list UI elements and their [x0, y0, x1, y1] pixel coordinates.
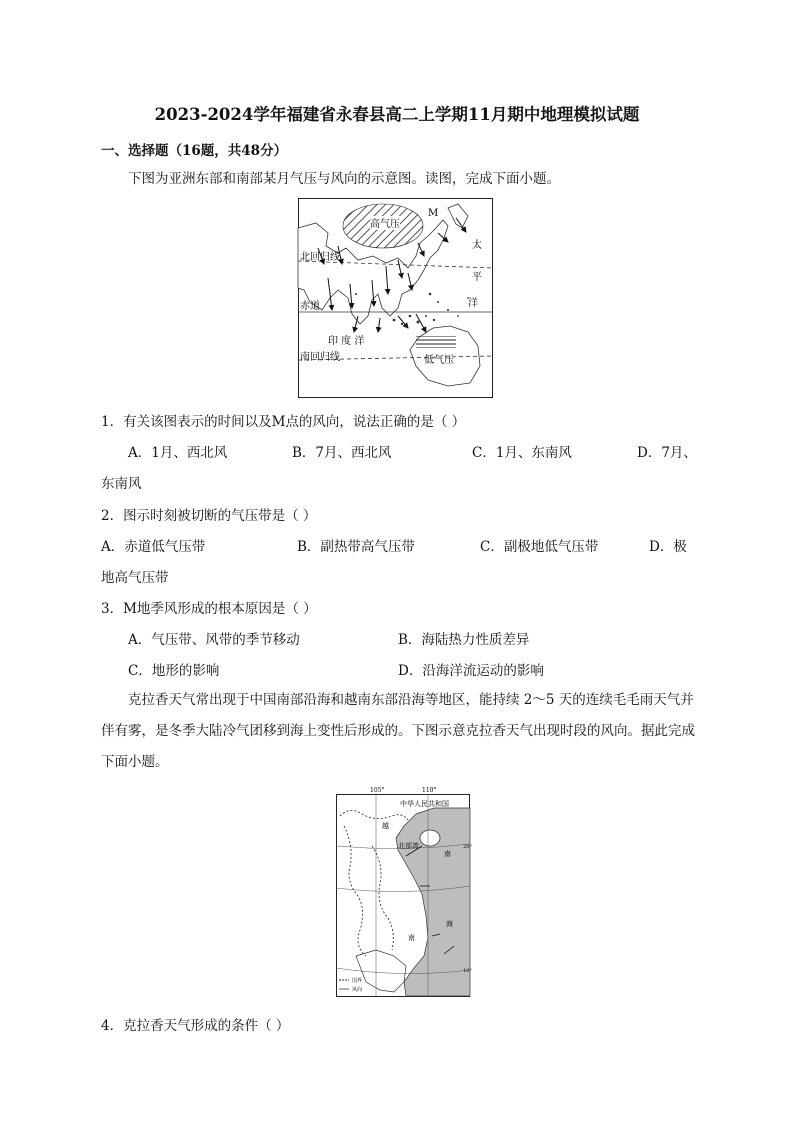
- south-china-sea-label-2: 海: [446, 920, 453, 928]
- south-china-sea-map: [336, 786, 471, 997]
- page-title: 2023-2024学年福建省永春县高二上学期11月期中地理模拟试题: [154, 105, 640, 124]
- question-2-option-c[interactable]: C．副极地低气压带: [480, 539, 599, 555]
- pacific-label-1: 太: [472, 240, 482, 251]
- question-1-option-d-continued: 东南风: [101, 476, 142, 492]
- latitude-20-label: 20°: [463, 844, 472, 850]
- question-2-option-d-continued: 地高气压带: [101, 570, 169, 586]
- intro-paragraph-2: 克拉香天气常出现于中国南部沿海和越南东部沿海等地区，能持续 2～5 天的连续毛毛雨天气并伴有雾，是冬季大陆冷气团移到海上变性后形成的。下图示意克拉香天气出现时段的风向。据此完成下面小题。: [101, 692, 695, 770]
- gulf-label: 北部湾: [398, 842, 419, 850]
- high-pressure-label: 高气压: [370, 219, 400, 230]
- longitude-110-label: 110°: [422, 787, 437, 794]
- asia-pressure-wind-map: [298, 198, 493, 398]
- question-3-option-c[interactable]: C．地形的影响: [128, 663, 220, 679]
- hainan-island: [420, 830, 440, 846]
- pacific-label-3: 洋: [468, 298, 478, 309]
- question-3-option-d[interactable]: D．沿海洋流运动的影响: [398, 663, 544, 679]
- vietnam-label-part1: 越: [382, 822, 389, 830]
- question-1-option-a[interactable]: A．1月、西北风: [128, 445, 228, 461]
- question-1-option-b[interactable]: B．7月、西北风: [292, 445, 392, 461]
- section-heading: 一、选择题（16题，共48分）: [101, 143, 288, 159]
- south-china-sea-label-1: 南: [444, 850, 451, 858]
- latitude-10-label: 10°: [463, 968, 472, 974]
- country-label: 中华人民共和国: [400, 800, 449, 808]
- equator-label: 赤道: [300, 301, 320, 312]
- question-2-stem: 2．图示时刻被切断的气压带是（ ）: [101, 508, 317, 524]
- longitude-105-label: 105°: [370, 787, 385, 794]
- question-3-option-a[interactable]: A．气压带、风带的季节移动: [128, 632, 300, 648]
- indian-ocean-label: 印 度 洋: [328, 336, 365, 347]
- low-pressure-label: 低气压: [424, 355, 454, 366]
- question-3-stem: 3．M地季风形成的根本原因是（ ）: [101, 601, 317, 617]
- question-1-option-c[interactable]: C．1月、东南风: [472, 445, 572, 461]
- question-2-option-d[interactable]: D．极: [649, 539, 687, 555]
- low-pressure-zone: [416, 336, 456, 348]
- question-1-option-d[interactable]: D．7月、: [637, 445, 697, 461]
- question-2-option-a[interactable]: A．赤道低气压带: [101, 539, 206, 555]
- tropic-of-capricorn-label: 南回归线: [300, 352, 340, 363]
- legend-wind-label: 风向: [352, 987, 363, 993]
- tropic-of-cancer-label: 北回归线: [300, 252, 340, 263]
- intro-paragraph-1: 下图为亚洲东部和南部某月气压与风向的示意图。读图，完成下面小题。: [128, 171, 560, 187]
- pacific-label-2: 平: [472, 272, 482, 283]
- question-2-option-b[interactable]: B．副热带高气压带: [297, 539, 415, 555]
- vietnam-label-part2: 南: [408, 934, 415, 942]
- legend-border-label: 国界: [352, 978, 363, 984]
- m-point-label: M: [428, 208, 439, 219]
- question-4-stem: 4．克拉香天气形成的条件（ ）: [101, 1018, 290, 1034]
- question-3-option-b[interactable]: B．海陆热力性质差异: [398, 632, 530, 648]
- question-1-stem: 1．有关该图表示的时间以及M点的风向，说法正确的是（ ）: [101, 414, 466, 430]
